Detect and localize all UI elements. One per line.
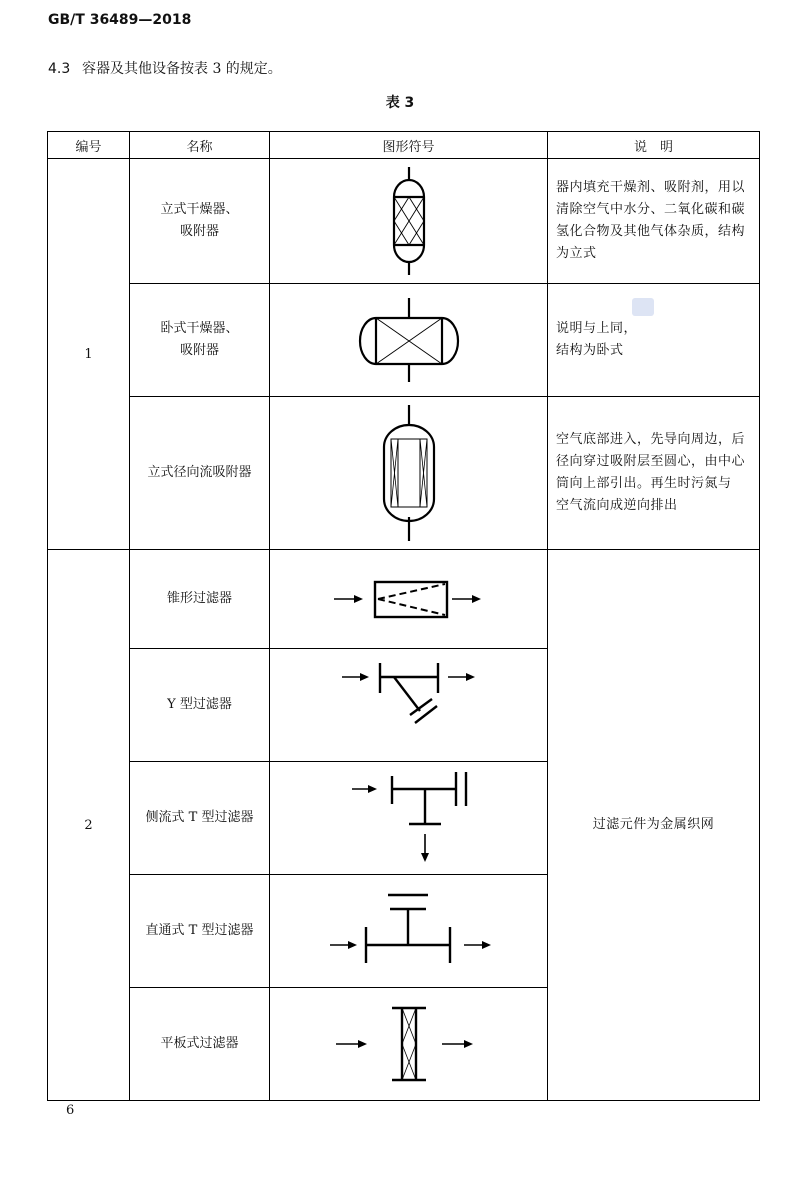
equipment-name: 平板式过滤器 xyxy=(130,988,270,1101)
table-header-row xyxy=(48,132,760,159)
page-number: 6 xyxy=(66,1103,75,1118)
equipment-description: 过滤元件为金属织网 xyxy=(548,550,760,1101)
clause-paragraph xyxy=(48,58,282,78)
column-header-description: 说 明 xyxy=(548,132,760,159)
cone-filter-icon xyxy=(270,550,548,648)
standard-number: GB/T 36489—2018 xyxy=(48,12,192,28)
side-flow-t-filter-icon xyxy=(270,762,548,874)
equipment-name: 直通式 T 型过滤器 xyxy=(130,875,270,988)
equipment-name: 立式径向流吸附器 xyxy=(130,397,270,550)
flat-plate-filter-icon xyxy=(270,988,548,1100)
column-header-number: 编号 xyxy=(48,132,130,159)
clause-number: 4.3 xyxy=(48,61,71,77)
equipment-name: 侧流式 T 型过滤器 xyxy=(130,762,270,875)
table-caption: 表 3 xyxy=(385,95,415,111)
group-number: 2 xyxy=(48,550,130,1101)
table-row xyxy=(48,397,760,550)
equipment-description: 空气底部进入，先导向周边，后 径向穿过吸附层至圆心，由中心 筒向上部引出。再生时污氮与 空气流向成逆向排出 xyxy=(548,397,760,550)
horizontal-dryer-icon xyxy=(270,284,548,396)
clause-text: 容器及其他设备按表 3 的规定。 xyxy=(82,61,282,77)
equipment-description: 说明与上同， 结构为卧式 xyxy=(548,284,760,397)
column-header-name: 名称 xyxy=(130,132,270,159)
group-number: 1 xyxy=(48,159,130,550)
equipment-symbol-table xyxy=(47,131,760,1101)
y-filter-icon xyxy=(270,649,548,761)
straight-t-filter-icon xyxy=(270,875,548,987)
table-row xyxy=(48,284,760,397)
table-row xyxy=(48,159,760,284)
radial-flow-adsorber-icon xyxy=(270,397,548,549)
equipment-name: 锥形过滤器 xyxy=(130,550,270,649)
equipment-description: 器内填充干燥剂、吸附剂，用以 清除空气中水分、二氧化碳和碳 氢化合物及其他气体杂质，结构 为立式 xyxy=(548,159,760,284)
vertical-dryer-icon xyxy=(270,159,548,283)
column-header-symbol: 图形符号 xyxy=(270,132,548,159)
equipment-name: 立式干燥器、 吸附器 xyxy=(130,159,270,284)
equipment-name: Y 型过滤器 xyxy=(130,649,270,762)
equipment-name: 卧式干燥器、 吸附器 xyxy=(130,284,270,397)
table-row xyxy=(48,550,760,649)
